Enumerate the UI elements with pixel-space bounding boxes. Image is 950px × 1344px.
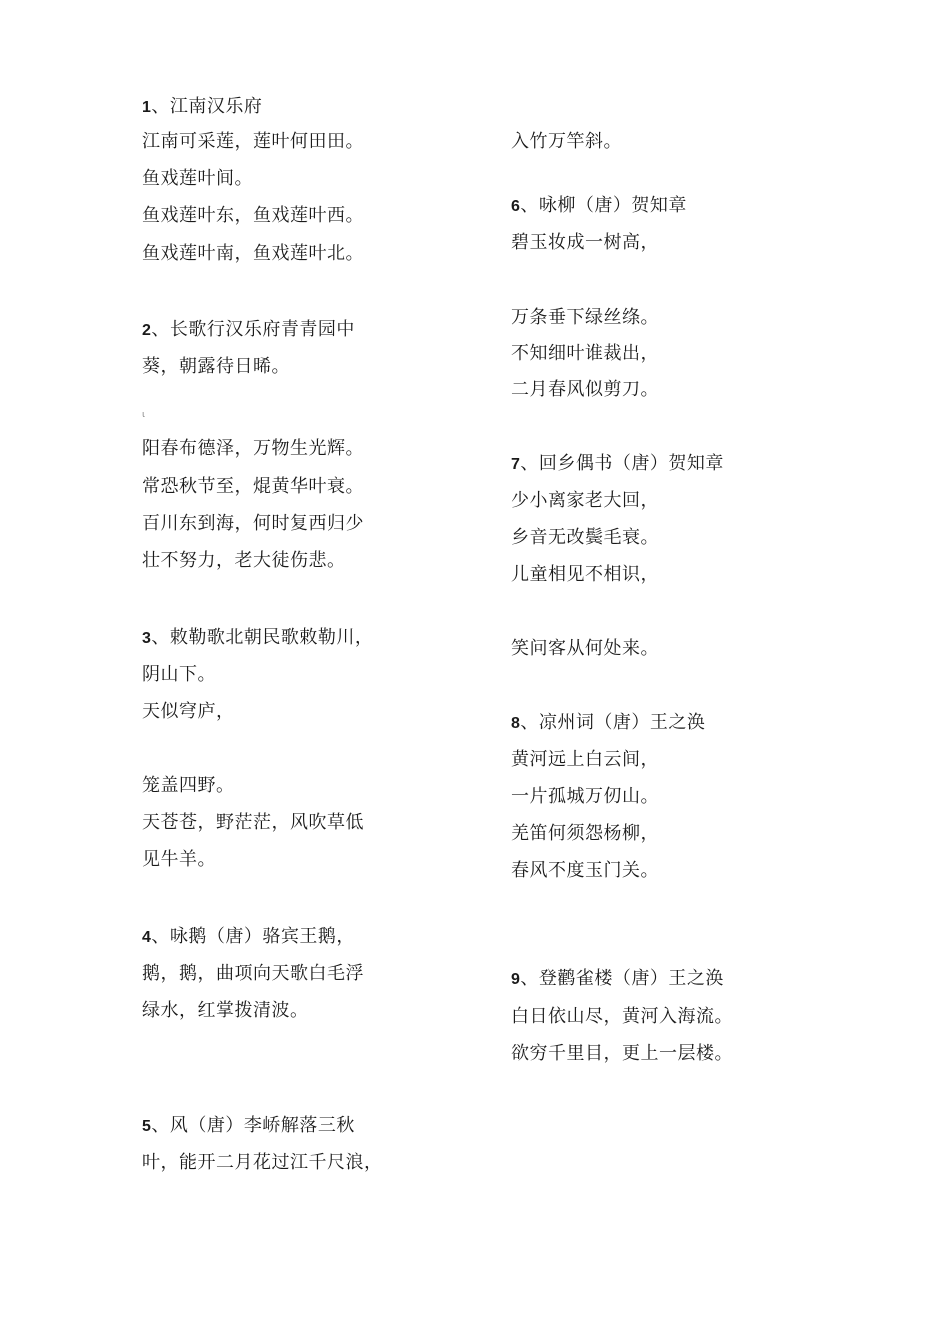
poem-line: 绿水，红掌拨清波。	[142, 1000, 309, 1021]
poem-line: 一片孤城万仞山。	[511, 786, 659, 807]
poem-line: 葵，朝露待日晞。	[142, 356, 290, 377]
poem-line: 笑问客从何处来。	[511, 638, 659, 659]
poem-line: 白日依山尽，黄河入海流。	[511, 1006, 733, 1027]
poem-number: 9	[511, 971, 521, 988]
poem-number: 3	[142, 630, 152, 647]
poem-heading: 、咏鹅（唐）骆宾王鹅，	[151, 926, 355, 947]
poem-number: 2	[142, 322, 152, 339]
poem-heading: 、敕勒歌北朝民歌敕勒川，	[151, 627, 374, 648]
poem-line: 鱼戏莲叶间。	[142, 168, 253, 189]
poem-line: 乡音无改鬓毛衰。	[511, 527, 659, 548]
poem-number: 5	[142, 1118, 152, 1135]
poem-line: 江南可采莲，莲叶何田田。	[142, 131, 364, 152]
poem-line: 天似穹庐，	[142, 701, 235, 722]
poem-9-title	[511, 968, 724, 991]
stray-mark: ι	[142, 410, 146, 420]
poem-heading: 、咏柳（唐）贺知章	[520, 195, 687, 216]
poem-heading: 、江南汉乐府	[151, 96, 263, 117]
poem-number: 7	[511, 456, 521, 473]
poem-line: 百川东到海，何时复西归少	[142, 513, 364, 534]
poem-line: 鱼戏莲叶南，鱼戏莲叶北。	[142, 243, 364, 264]
poem-8-title	[511, 712, 705, 735]
poem-line: 壮不努力，老大徒伤悲。	[142, 550, 346, 571]
poem-line: 鹅，鹅，曲项向天歌白毛浮	[142, 963, 364, 984]
poem-4-title	[142, 926, 355, 949]
poem-line: 阳春布德泽，万物生光辉。	[142, 438, 364, 459]
poem-line: 笼盖四野。	[142, 775, 235, 796]
poem-line: 见牛羊。	[142, 849, 216, 870]
poem-line: 天苍苍，野茫茫，风吹草低	[142, 812, 364, 833]
poem-heading: 、凉州词（唐）王之涣	[520, 712, 706, 733]
poem-number: 8	[511, 715, 521, 732]
poem-heading: 、长歌行汉乐府青青园中	[151, 319, 355, 340]
poem-line: 入竹万竿斜。	[511, 131, 622, 152]
poem-line: 儿童相见不相识，	[511, 564, 659, 585]
poem-line: 阴山下。	[142, 664, 216, 685]
poem-line: 二月春风似剪刀。	[511, 379, 659, 400]
poem-heading: 、回乡偶书（唐）贺知章	[520, 453, 724, 474]
poem-line: 万条垂下绿丝绦。	[511, 307, 659, 328]
poem-5-title	[142, 1115, 355, 1138]
poem-number: 4	[142, 929, 152, 946]
poem-line: 黄河远上白云间，	[511, 749, 659, 770]
poem-line: 欲穷千里目，更上一层楼。	[511, 1043, 733, 1064]
poem-line: 常恐秋节至，焜黄华叶衰。	[142, 476, 364, 497]
poem-1-title	[142, 96, 262, 119]
poem-line: 春风不度玉门关。	[511, 860, 659, 881]
poem-line: 少小离家老大回，	[511, 490, 659, 511]
poem-number: 6	[511, 198, 521, 215]
poem-line: 羌笛何须怨杨柳，	[511, 823, 659, 844]
poem-line: 鱼戏莲叶东，鱼戏莲叶西。	[142, 205, 364, 226]
poem-line: 不知细叶谁裁出，	[511, 343, 659, 364]
poem-6-title	[511, 195, 687, 218]
poem-heading: 、登鹳雀楼（唐）王之涣	[520, 968, 724, 989]
poem-heading: 、风（唐）李峤解落三秋	[151, 1115, 355, 1136]
poem-number: 1	[142, 99, 152, 116]
poem-3-title	[142, 627, 373, 650]
poem-line: 叶，能开二月花过江千尺浪，	[142, 1152, 383, 1173]
poem-2-title	[142, 319, 355, 342]
poem-line: 碧玉妆成一树高，	[511, 232, 659, 253]
poem-7-title	[511, 453, 724, 476]
